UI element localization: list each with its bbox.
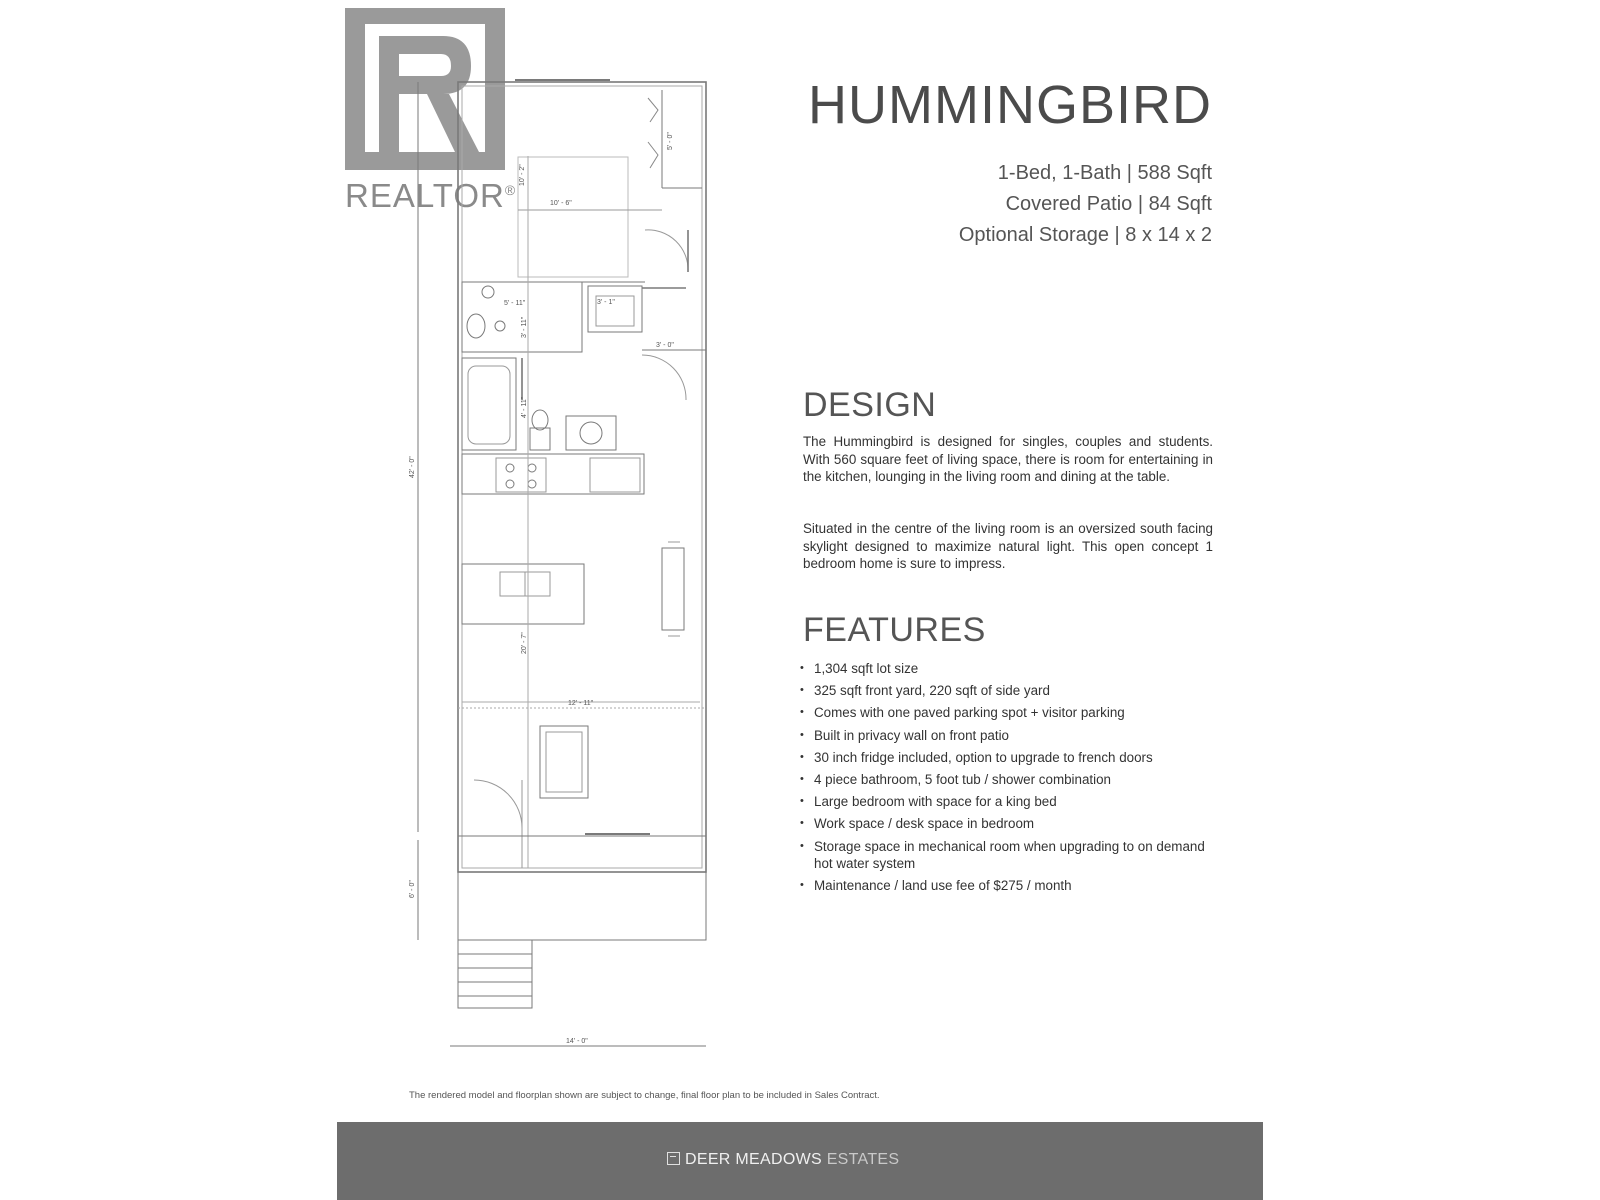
dim-hall: 3' - 0" [656, 342, 674, 349]
dim-bedroom-height: 10' - 2" [519, 164, 526, 186]
brand-suffix: ESTATES [826, 1151, 900, 1168]
spec-line: Covered Patio | 84 Sqft [1005, 193, 1212, 215]
disclaimer: The rendered model and floorplan shown are subject to change, final floor plan to be included in Sales Contract. [409, 1090, 880, 1101]
features-heading: FEATURES [803, 611, 986, 649]
feature-item: • Built in privacy wall on front patio [800, 727, 1220, 745]
feature-item: • 30 inch fridge included, option to upgrade to french doors [800, 749, 1220, 767]
dim-tub: 4' - 11" [521, 396, 528, 418]
footer-bar [337, 1122, 1263, 1200]
feature-item: • Maintenance / land use fee of $275 / month [800, 877, 1220, 895]
feature-item: • Storage space in mechanical room when upgrading to on demand hot water system [800, 838, 1220, 873]
dim-bath-height: 3' - 11" [521, 316, 528, 338]
floor-plan-drawing [400, 60, 740, 1090]
dim-total-height: 42' - 0" [409, 456, 416, 478]
deer-meadows-logo-icon [667, 1152, 680, 1165]
feature-item: • 1,304 sqft lot size [800, 660, 1220, 678]
dim-patio-height: 6' - 0" [409, 880, 416, 898]
dim-mechanical: 3' - 1" [597, 299, 615, 306]
design-paragraph: Situated in the centre of the living room is an oversized south facing skylight designed to maximize natural light. This open concept 1 bedroom home is sure to impress. [803, 521, 1213, 571]
realtor-wordmark: REALTOR® [345, 177, 517, 214]
page-title: HUMMINGBIRD [808, 75, 1212, 135]
dim-closet: 5' - 0" [667, 132, 674, 150]
spec-line: Optional Storage | 8 x 14 x 2 [958, 224, 1212, 246]
footer-brand [667, 1151, 899, 1169]
dim-bath-width: 5' - 11" [504, 300, 526, 307]
feature-item: • Large bedroom with space for a king bed [800, 793, 1220, 811]
design-paragraph: The Hummingbird is designed for singles, couples and students. With 560 square feet of living space, there is room for entertaining in the kitchen, lounging in the living room and dining at the table. [803, 434, 1213, 484]
feature-item: • 4 piece bathroom, 5 foot tub / shower combination [800, 771, 1220, 789]
dim-living-height: 20' - 7" [521, 632, 528, 654]
feature-item: • Comes with one paved parking spot + visitor parking [800, 704, 1220, 722]
design-heading: DESIGN [803, 386, 937, 424]
features-list [800, 660, 1220, 899]
brand-name: DEER MEADOWS [685, 1151, 822, 1168]
dim-total-width: 14' - 0" [566, 1038, 588, 1045]
feature-item: • Work space / desk space in bedroom [800, 815, 1220, 833]
spec-line: 1-Bed, 1-Bath | 588 Sqft [997, 162, 1212, 184]
dim-living-width: 12' - 11" [568, 700, 594, 707]
unit-specs [840, 158, 1212, 251]
dim-bedroom-width: 10' - 6" [550, 200, 572, 207]
feature-item: • 325 sqft front yard, 220 sqft of side yard [800, 682, 1220, 700]
